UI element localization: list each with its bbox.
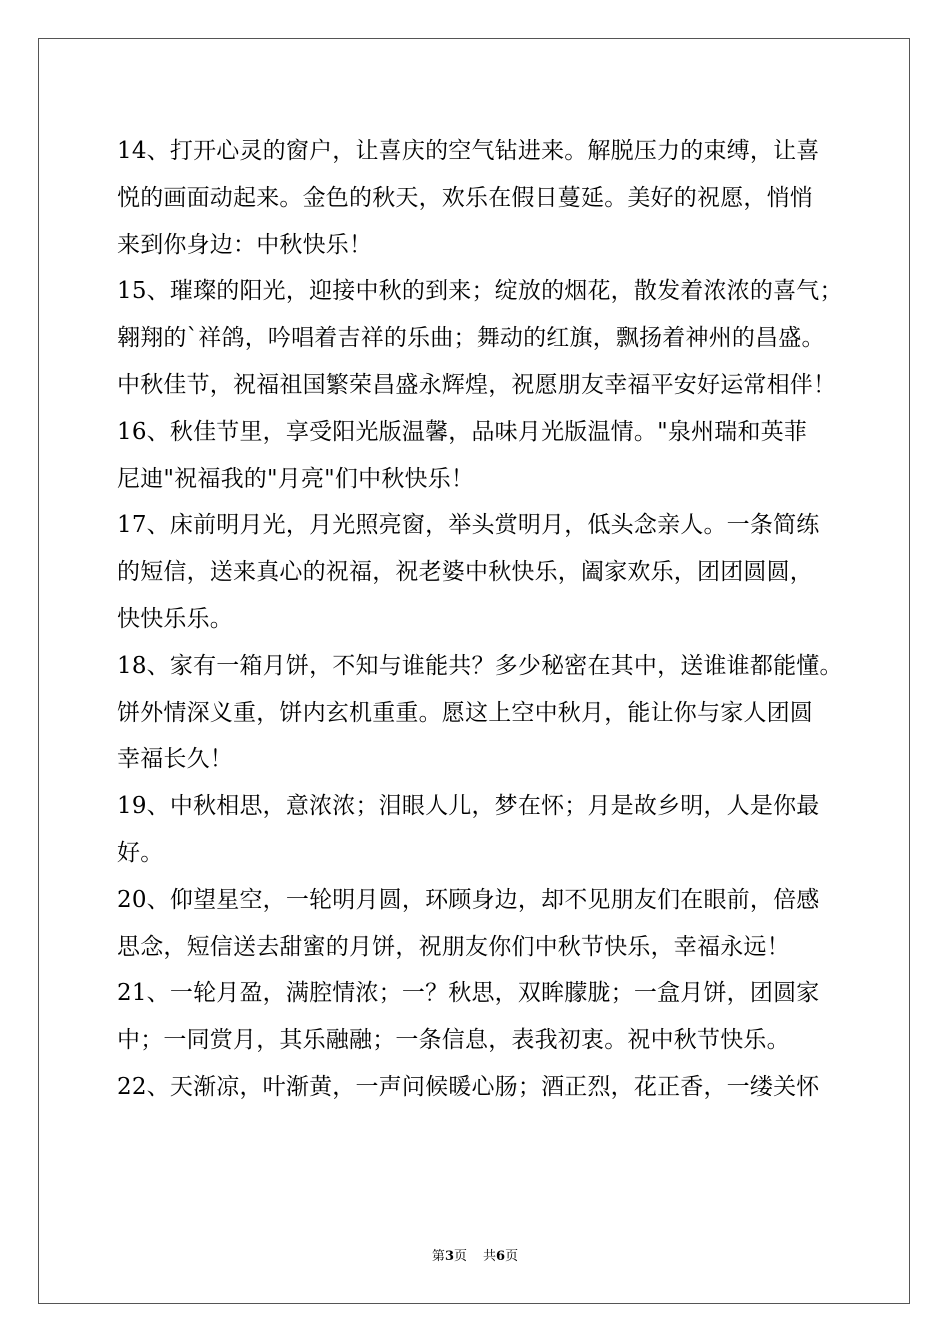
- page-suffix: 页: [453, 1249, 467, 1264]
- text-line: 20、仰望星空，一轮明月圆，环顾身边，却不见朋友们在眼前，倍感: [117, 886, 820, 913]
- text-line: 15、璀璨的阳光，迎接中秋的到来；绽放的烟花，散发着浓浓的喜气；: [117, 278, 843, 305]
- text-line: 19、中秋相思，意浓浓；泪眼人儿，梦在怀；月是故乡明，人是你最: [117, 793, 820, 820]
- total-suffix: 页: [505, 1249, 519, 1264]
- text-line: 悦的画面动起来。金色的秋天，欢乐在假日蔓延。美好的祝愿，悄悄: [117, 184, 813, 211]
- text-line: 的短信，送来真心的祝福，祝老婆中秋快乐，阖家欢乐，团团圆圆，: [117, 559, 813, 586]
- text-line: 翱翔的`祥鸽，吟唱着吉祥的乐曲；舞动的红旗，飘扬着神州的昌盛。: [117, 325, 825, 352]
- text-line: 来到你身边：中秋快乐！: [117, 231, 373, 258]
- text-line: 幸福长久！: [117, 746, 233, 773]
- text-line: 思念，短信送去甜蜜的月饼，祝朋友你们中秋节快乐，幸福永远！: [117, 933, 790, 960]
- text-line: 中；一同赏月，其乐融融；一条信息，表我初衷。祝中秋节快乐。: [117, 1027, 790, 1054]
- text-line: 14、打开心灵的窗户，让喜庆的空气钻进来。解脱压力的束缚，让喜: [117, 138, 820, 164]
- text-line: 22、天渐凉，叶渐黄，一声问候暖心肠；酒正烈，花正香，一缕关怀: [117, 1073, 820, 1100]
- text-line: 中秋佳节，祝福祖国繁荣昌盛永辉煌，祝愿朋友幸福平安好运常相伴！: [117, 371, 837, 398]
- page-footer: [0, 1248, 950, 1266]
- total-page-number: 6: [496, 1249, 506, 1264]
- text-line: 21、一轮月盈，满腔情浓；一？秋思，双眸朦胧；一盒月饼，团圆家: [117, 980, 820, 1007]
- text-line: 16、秋佳节里，享受阳光版温馨，品味月光版温情。"泉州瑞和英菲: [117, 418, 808, 445]
- document-body: [117, 128, 857, 1111]
- page-prefix: 第: [431, 1249, 445, 1264]
- total-prefix: 共: [483, 1249, 497, 1264]
- text-line: 快快乐乐。: [117, 605, 233, 632]
- text-line: 尼迪"祝福我的"月亮"们中秋快乐！: [117, 465, 475, 492]
- text-line: 饼外情深义重，饼内玄机重重。愿这上空中秋月，能让你与家人团圆: [117, 699, 813, 726]
- text-line: 好。: [117, 839, 164, 866]
- current-page-number: 3: [444, 1249, 454, 1264]
- text-line: 17、床前明月光，月光照亮窗，举头赏明月，低头念亲人。一条简练: [117, 512, 820, 539]
- text-line: 18、家有一箱月饼，不知与谁能共？多少秘密在其中，送谁谁都能懂。: [117, 652, 843, 679]
